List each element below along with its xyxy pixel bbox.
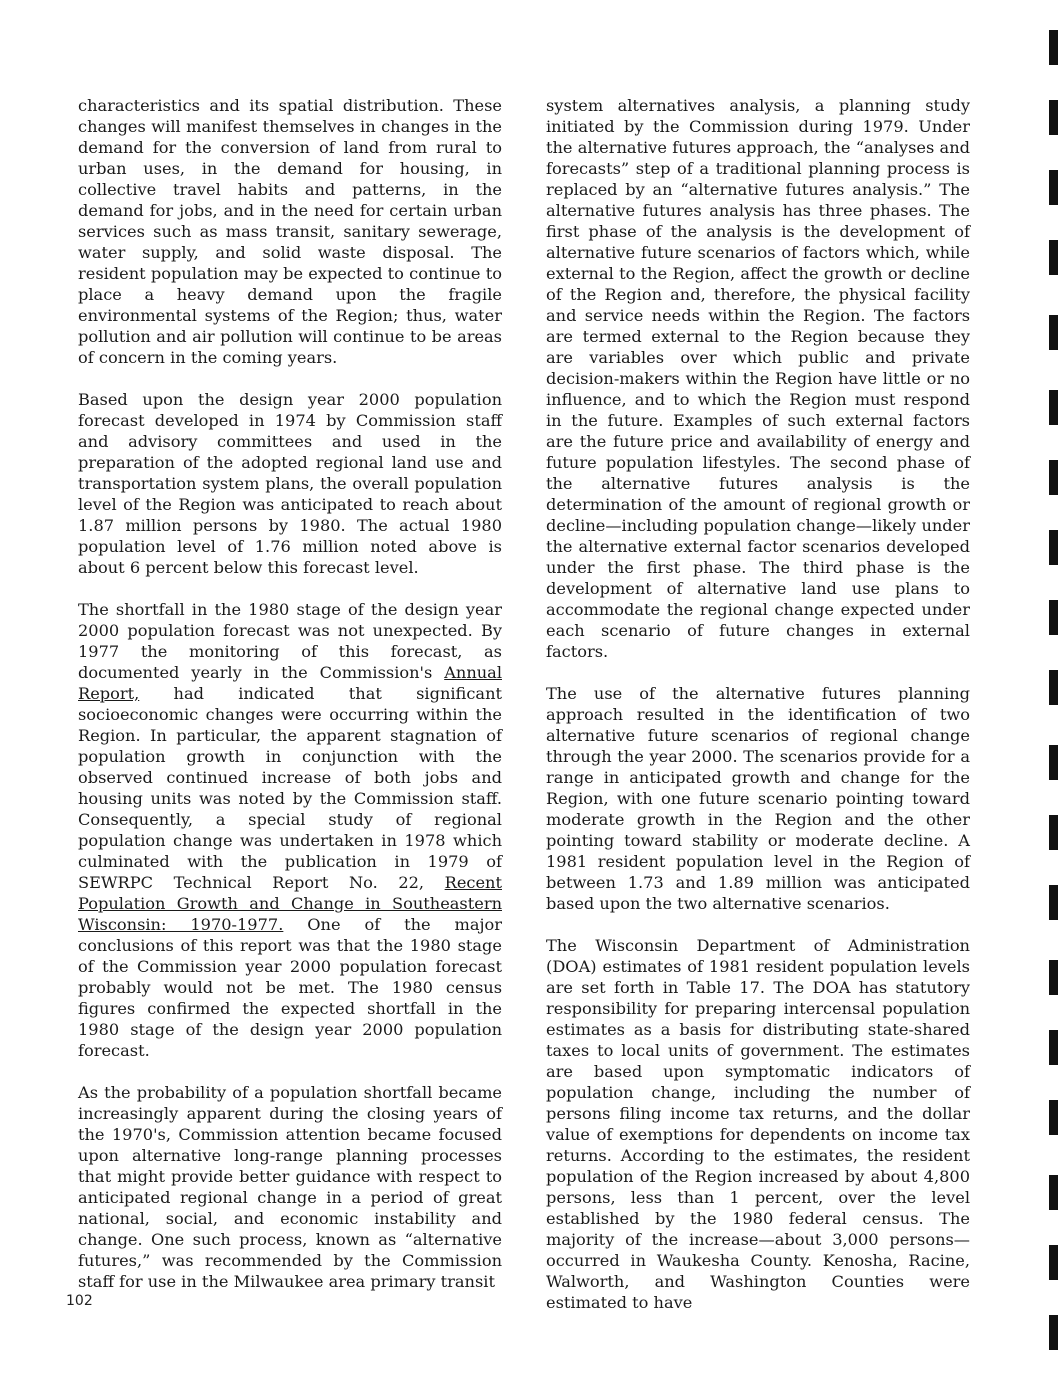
scan-edge-mark [1049, 1315, 1058, 1350]
left-paragraph-1: characteristics and its spatial distribution. These changes will manifest themselves in changes in the demand for the conversion of land from rural to urban uses, in the demand for housing, in collective travel habits and patterns, in the demand for jobs, and in the need for certain urban services such as mass transit, sanitary sewerage, water supply, and solid waste disposal. The resident population may be expected to continue to place a heavy demand upon the fragile environmental systems of the Region; thus, water pollution and air pollution will continue to be areas of concern in the coming years. [78, 96, 502, 367]
scan-edge-marks [1040, 0, 1064, 1380]
technical-report-title: Recent Population Growth and Change in Southeastern Wisconsin: 1970-1977. [78, 873, 502, 934]
scan-edge-mark [1049, 390, 1058, 425]
scan-edge-mark [1049, 240, 1058, 275]
scan-edge-mark [1049, 1175, 1058, 1210]
right-column [546, 95, 970, 1334]
scan-edge-mark [1049, 600, 1058, 635]
scan-edge-mark [1049, 315, 1058, 350]
scan-edge-mark [1049, 460, 1058, 495]
right-paragraph-2: The use of the alternative futures planning approach resulted in the identification of two alternative future scenarios of regional change through the year 2000. The scenarios provide for a range in anticipated growth and change for the Region, with one future scenario pointing toward moderate growth in the Region and the other pointing toward stability or moderate decline. A 1981 resident population level in the Region of between 1.73 and 1.89 million was anticipated based upon the two alternative scenarios. [546, 684, 970, 913]
left-paragraph-4: As the probability of a population shortfall became increasingly apparent during the closing years of the 1970's, Commission attention became focused upon alternative long-range planning processes that might provide better guidance with respect to anticipated regional change in a period of great national, social, and economic instability and change. One such process, known as “alternative futures,” was recommended by the Commission staff for use in the Milwaukee area primary transit [78, 1083, 502, 1291]
scan-edge-mark [1049, 1030, 1058, 1065]
scan-edge-mark [1049, 1100, 1058, 1135]
scan-edge-mark [1049, 170, 1058, 205]
scan-edge-mark [1049, 815, 1058, 850]
scan-edge-mark [1049, 530, 1058, 565]
scan-edge-mark [1049, 1245, 1058, 1280]
left-column [78, 95, 502, 1313]
right-paragraph-3: The Wisconsin Department of Administration (DOA) estimates of 1981 resident population levels are set forth in Table 17. The DOA has statutory responsibility for preparing intercensal population estimates as a basis for distributing state-shared taxes to local units of government. The estimates are based upon symptomatic indicators of population change, including the number of persons filing income tax returns, and the dollar value of exemptions for dependents on income tax returns. According to the estimates, the resident population of the Region increased by about 4,800 persons, less than 1 percent, over the level established by the 1980 federal census. The majority of the increase—about 3,000 persons—occurred in Waukesha County. Kenosha, Racine, Walworth, and Washington Counties were estimated to have [546, 936, 970, 1312]
left-paragraph-2: Based upon the design year 2000 population forecast developed in 1974 by Commission staff and advisory committees and used in the preparation of the adopted regional land use and transportation system plans, the overall population level of the Region was anticipated to reach about 1.87 million persons by 1980. The actual 1980 population level of 1.76 million noted above is about 6 percent below this forecast level. [78, 390, 502, 577]
scan-edge-mark [1049, 670, 1058, 705]
page-number: 102 [66, 1293, 93, 1309]
scan-edge-mark [1049, 885, 1058, 920]
right-paragraph-1: system alternatives analysis, a planning study initiated by the Commission during 1979. Under the alternative futures approach, the “analyses and forecasts” step of a traditional planning process is replaced by an “alternative futures analysis.” The alternative futures analysis has three phases. The first phase of the analysis is the development of alternative future scenarios of factors which, while external to the Region, affect the growth or decline of the Region and, therefore, the physical facility and service needs within the Region. The factors are termed external to the Region because they are variables over which public and private decision-makers within the Region have little or no influence, and to which the Region must respond in the future. Examples of such external factors are the future price and availability of energy and future population lifestyles. The second phase of the alternative futures analysis is the determination of the amount of regional growth or decline—including population change—likely under the alternative external factor scenarios developed under the first phase. The third phase is the development of alternative land use plans to accommodate the regional change expected under each scenario of future changes in external factors. [546, 96, 970, 661]
scan-edge-mark [1049, 745, 1058, 780]
left-paragraph-3-part-b: had indicated that significant socioeconomic changes were occurring within the Region. In particular, the apparent stagnation of population growth in conjunction with the observed continued increase of both jobs and housing units was noted by the Commission staff. Consequently, a special study of regional population change was undertaken in 1978 which culminated with the publication in 1979 of SEWRPC Technical Report No. 22, [78, 684, 502, 892]
scan-edge-mark [1049, 30, 1058, 65]
annual-report-title: Annual Report, [78, 663, 502, 703]
scan-edge-mark [1049, 100, 1058, 135]
left-paragraph-3 [78, 599, 502, 1061]
scan-edge-mark [1049, 960, 1058, 995]
left-paragraph-3-part-a: The shortfall in the 1980 stage of the design year 2000 population forecast was not unexpected. By 1977 the monitoring of this forecast, as documented yearly in the Commission's [78, 600, 502, 682]
left-paragraph-3-part-c: One of the major conclusions of this report was that the 1980 stage of the Commission year 2000 population forecast probably would not be met. The 1980 census figures confirmed the expected shortfall in the 1980 stage of the design year 2000 population forecast. [78, 915, 503, 1060]
